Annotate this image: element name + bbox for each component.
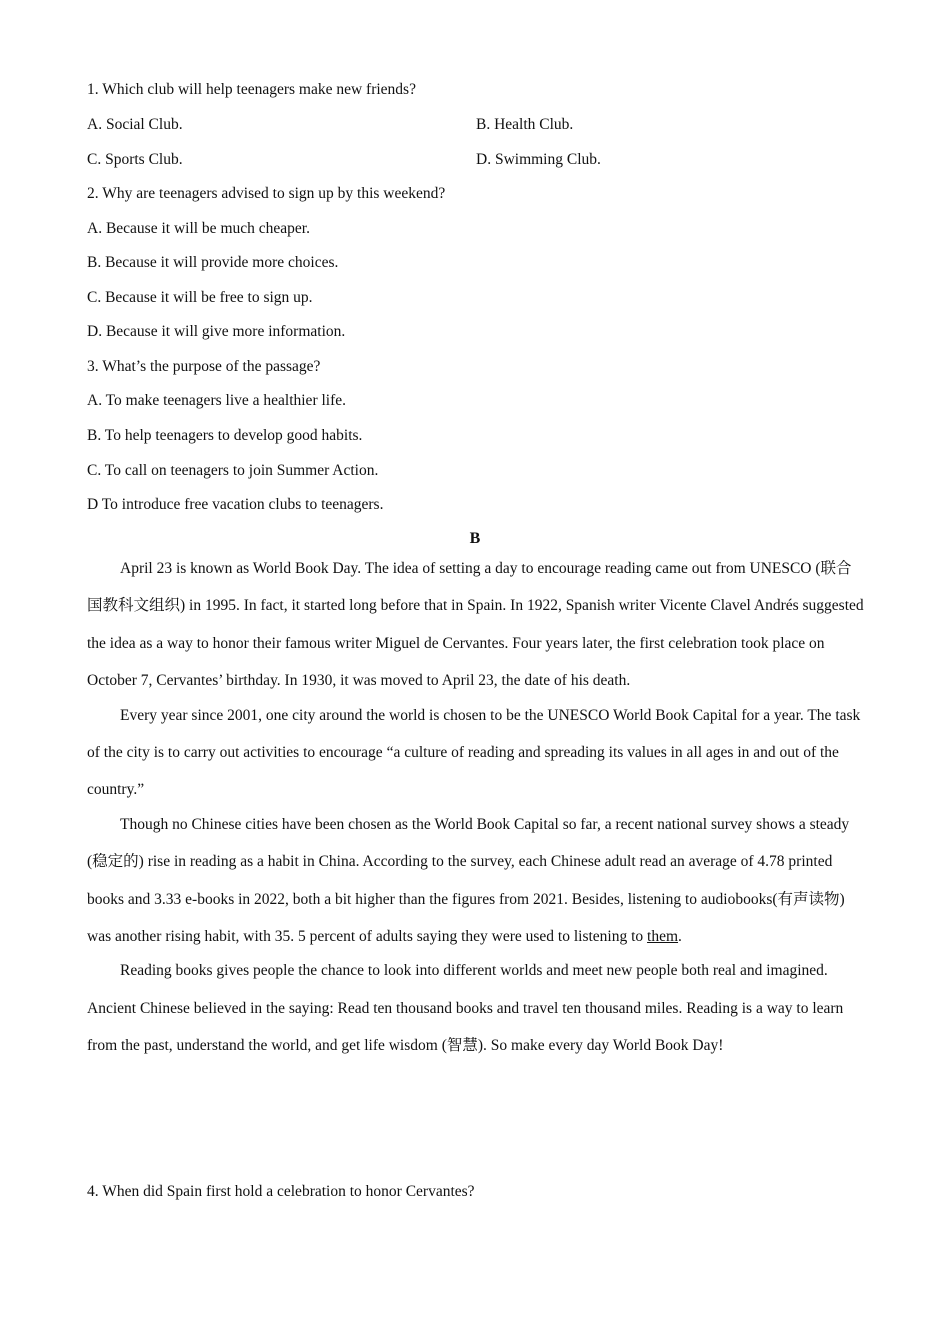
question-3-option-a: A. To make teenagers live a healthier life.	[87, 392, 347, 409]
reading-passage	[87, 550, 867, 1065]
passage-paragraph-4: Reading books gives people the chance to look into different worlds and meet new people both real and imagined. Ancient Chinese believed in the saying: Read ten thousand books and travel ten thousand miles. Reading is a way to learn from the past, understand the world, and get life wisdom (智慧). So make every day World Book Day!	[87, 962, 844, 1055]
passage-paragraph-1: April 23 is known as World Book Day. The idea of setting a day to encourage reading came out from UNESCO (联合国教科文组织) in 1995. In fact, it started long before that in Spain. In 1922, Spanish writer Vicente Clavel Andrés suggested the idea as a way to honor their famous writer Miguel de Cervantes. Four years later, the first celebration took place on October 7, Cervantes’ birthday. In 1930, it was moved to April 23, the date of his death.	[87, 560, 864, 690]
question-2-option-d: D. Because it will give more information.	[87, 323, 346, 340]
question-3-option-b: B. To help teenagers to develop good habits.	[87, 427, 363, 444]
passage-paragraph-3-text: Though no Chinese cities have been chosen as the World Book Capital so far, a recent national survey shows a steady (稳定的) rise in reading as a habit in China. According to the survey, each Chinese adult read an average of 4.78 printed books and 3.33 e-books in 2022, both a bit higher than the figures from 2021. Besides, listening to audiobooks(有声读物) was another rising habit, with 35. 5 percent of adults saying they were used to listening to	[87, 815, 850, 946]
question-1-option-c: C. Sports Club.	[87, 151, 183, 168]
question-2-stem: 2. Why are teenagers advised to sign up by this weekend?	[87, 185, 446, 202]
question-3-stem: 3. What’s the purpose of the passage?	[87, 358, 321, 375]
question-1-option-d: D. Swimming Club.	[476, 151, 601, 168]
question-2-option-c: C. Because it will be free to sign up.	[87, 289, 313, 306]
question-2-option-a: A. Because it will be much cheaper.	[87, 220, 310, 237]
question-1-option-a: A. Social Club.	[87, 116, 183, 133]
passage-paragraph-3	[87, 806, 867, 956]
question-2-option-b: B. Because it will provide more choices.	[87, 254, 339, 271]
passage-paragraph-3-end: .	[678, 928, 682, 946]
question-3-option-c: C. To call on teenagers to join Summer Action.	[87, 462, 379, 479]
question-3-option-d: D To introduce free vacation clubs to teenagers.	[87, 496, 384, 513]
question-1-stem: 1. Which club will help teenagers make new friends?	[87, 81, 416, 98]
question-4-stem: 4. When did Spain first hold a celebration to honor Cervantes?	[87, 1183, 475, 1200]
section-b-heading: B	[469, 530, 481, 547]
passage-paragraph-2: Every year since 2001, one city around the world is chosen to be the UNESCO World Book Capital for a year. The task of the city is to carry out activities to encourage “a culture of reading and spreading its values in all ages in and out of the country.”	[87, 706, 861, 799]
question-1-option-b: B. Health Club.	[476, 116, 574, 133]
underlined-word-them: them	[647, 928, 679, 946]
